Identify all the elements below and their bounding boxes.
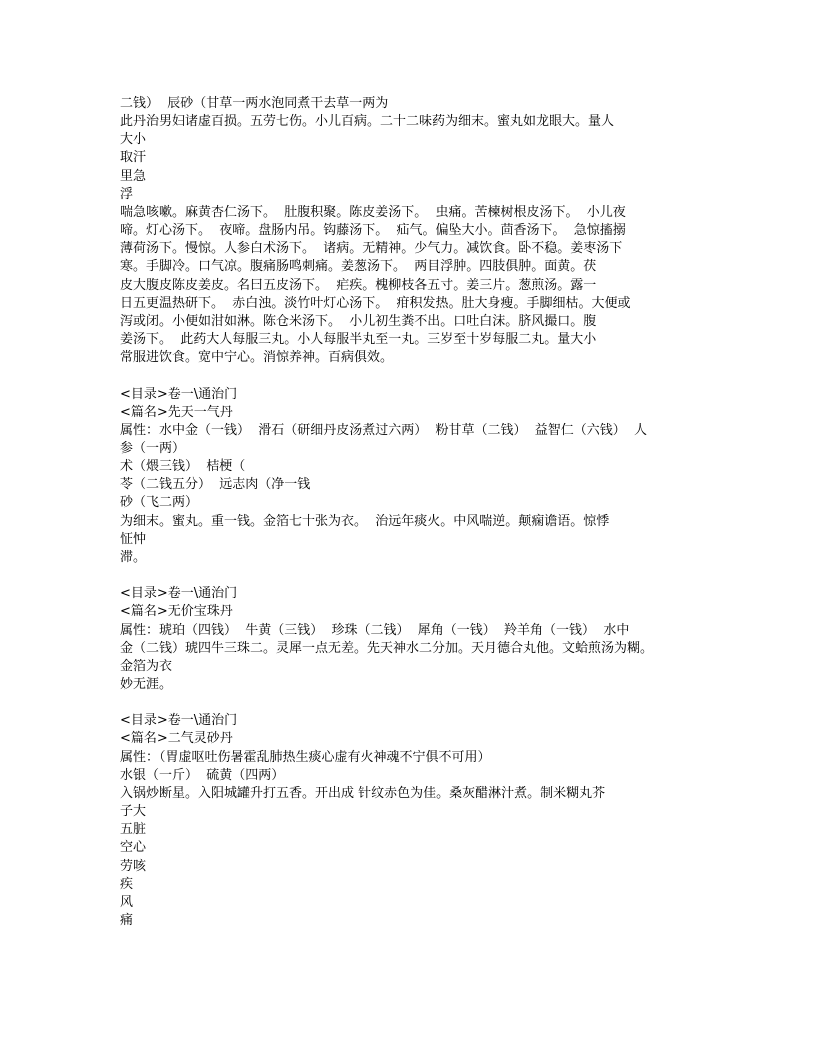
document-body	[120, 95, 720, 930]
text-line: 此丹治男妇诸虚百损。五劳七伤。小儿百病。二十二味药为细末。蜜丸如龙眼大。量人	[120, 114, 615, 130]
text-line: 属性：琥珀（四钱） 牛黄（三钱） 珍珠（二钱） 犀角（一钱） 羚羊角（一钱） 水中	[120, 622, 630, 638]
text-line: 姜汤下。 此药大人每服三丸。小人每服半丸至一丸。三岁至十岁每服二丸。量大小	[120, 332, 597, 348]
text-line: 取汗	[120, 150, 147, 166]
text-line: 里急	[120, 168, 147, 184]
text-line: 水银（一斤） 硫黄（四两）	[120, 767, 285, 783]
blank-line	[120, 567, 720, 585]
text-line: <目录>卷一\通治门	[120, 386, 238, 402]
text-line: 痛	[120, 913, 134, 929]
text-line: 砂（飞二两）	[120, 495, 199, 511]
text-line: 术（煨三钱） 桔梗（	[120, 459, 246, 475]
text-line: 空心	[120, 840, 147, 856]
text-line: <篇名>无价宝珠丹	[120, 604, 233, 620]
text-line: 五脏	[120, 822, 147, 838]
text-line: 属性：水中金（一钱） 滑石（研细丹皮汤煮过六两） 粉甘草（二钱） 益智仁（六钱） 人	[120, 422, 648, 438]
blank-line	[120, 694, 720, 712]
text-line: 皮大腹皮陈皮姜皮。名曰五皮汤下。 疟疾。槐柳枝各五寸。姜三片。葱煎汤。露一	[120, 277, 597, 293]
text-line: 怔忡	[120, 531, 147, 547]
text-line: <篇名>先天一气丹	[120, 404, 233, 420]
text-line: 滞。	[120, 549, 147, 565]
text-line: 疾	[120, 876, 134, 892]
text-line: 为细末。蜜丸。重一钱。金箔七十张为衣。 治远年痰火。中风喘逆。颠痫谵语。惊悸	[120, 513, 610, 529]
blank-line	[120, 367, 720, 385]
text-line: 劳咳	[120, 858, 147, 874]
text-line: 子大	[120, 804, 147, 820]
text-line: 泻或闭。小便如泔如淋。陈仓米汤下。 小儿初生粪不出。口吐白沫。脐风撮口。腹	[120, 313, 597, 329]
text-line: 风	[120, 894, 134, 910]
text-line: 金箔为衣	[120, 658, 173, 674]
text-line: 入锅炒断星。入阳城罐升打五香。开出成 针纹赤色为佳。桑灰醋淋汁煮。制米糊丸芥	[120, 785, 606, 801]
text-line: 属性：（胃虚呕吐伤暑霍乱肺热生痰心虚有火神魂不宁俱不可用）	[120, 749, 491, 765]
text-line: 二钱） 辰砂（甘草一两水泡同煮干去草一两为	[120, 96, 389, 111]
text-line: 苓（二钱五分） 远志肉（净一钱	[120, 477, 311, 493]
text-line: <篇名>二气灵砂丹	[120, 731, 233, 747]
text-line: 金（二钱）琥四牛三珠二。灵犀一点无差。先天神水二分加。天月德合丸他。文蛤煎汤为糊。	[120, 640, 654, 656]
text-line: 浮	[120, 186, 134, 202]
text-line: 参（一两）	[120, 440, 186, 456]
text-line: 薄荷汤下。慢惊。人参白术汤下。 诸病。无精神。少气力。减饮食。卧不稳。姜枣汤下	[120, 241, 623, 257]
text-line: 日五更温热研下。 赤白浊。淡竹叶灯心汤下。 疳积发热。肚大身瘦。手脚细枯。大便或	[120, 295, 631, 311]
text-line: 常服进饮食。宽中宁心。消惊养神。百病俱效。	[120, 350, 394, 366]
text-line: 啼。灯心汤下。 夜啼。盘肠内吊。钩藤汤下。 疝气。偏坠大小。茴香汤下。 急惊搐搦	[120, 223, 626, 239]
text-line: 妙无涯。	[120, 677, 173, 692]
text-line: 寒。手脚冷。口气凉。腹痛肠鸣刺痛。姜葱汤下。 两目浮肿。四肢俱肿。面黄。茯	[120, 259, 597, 275]
text-line: <目录>卷一\通治门	[120, 713, 238, 729]
text-line: <目录>卷一\通治门	[120, 586, 238, 602]
text-line: 大小	[120, 132, 147, 148]
text-line: 喘急咳嗽。麻黄杏仁汤下。 肚腹积聚。陈皮姜汤下。 虫痛。苦楝树根皮汤下。 小儿夜	[120, 204, 626, 220]
